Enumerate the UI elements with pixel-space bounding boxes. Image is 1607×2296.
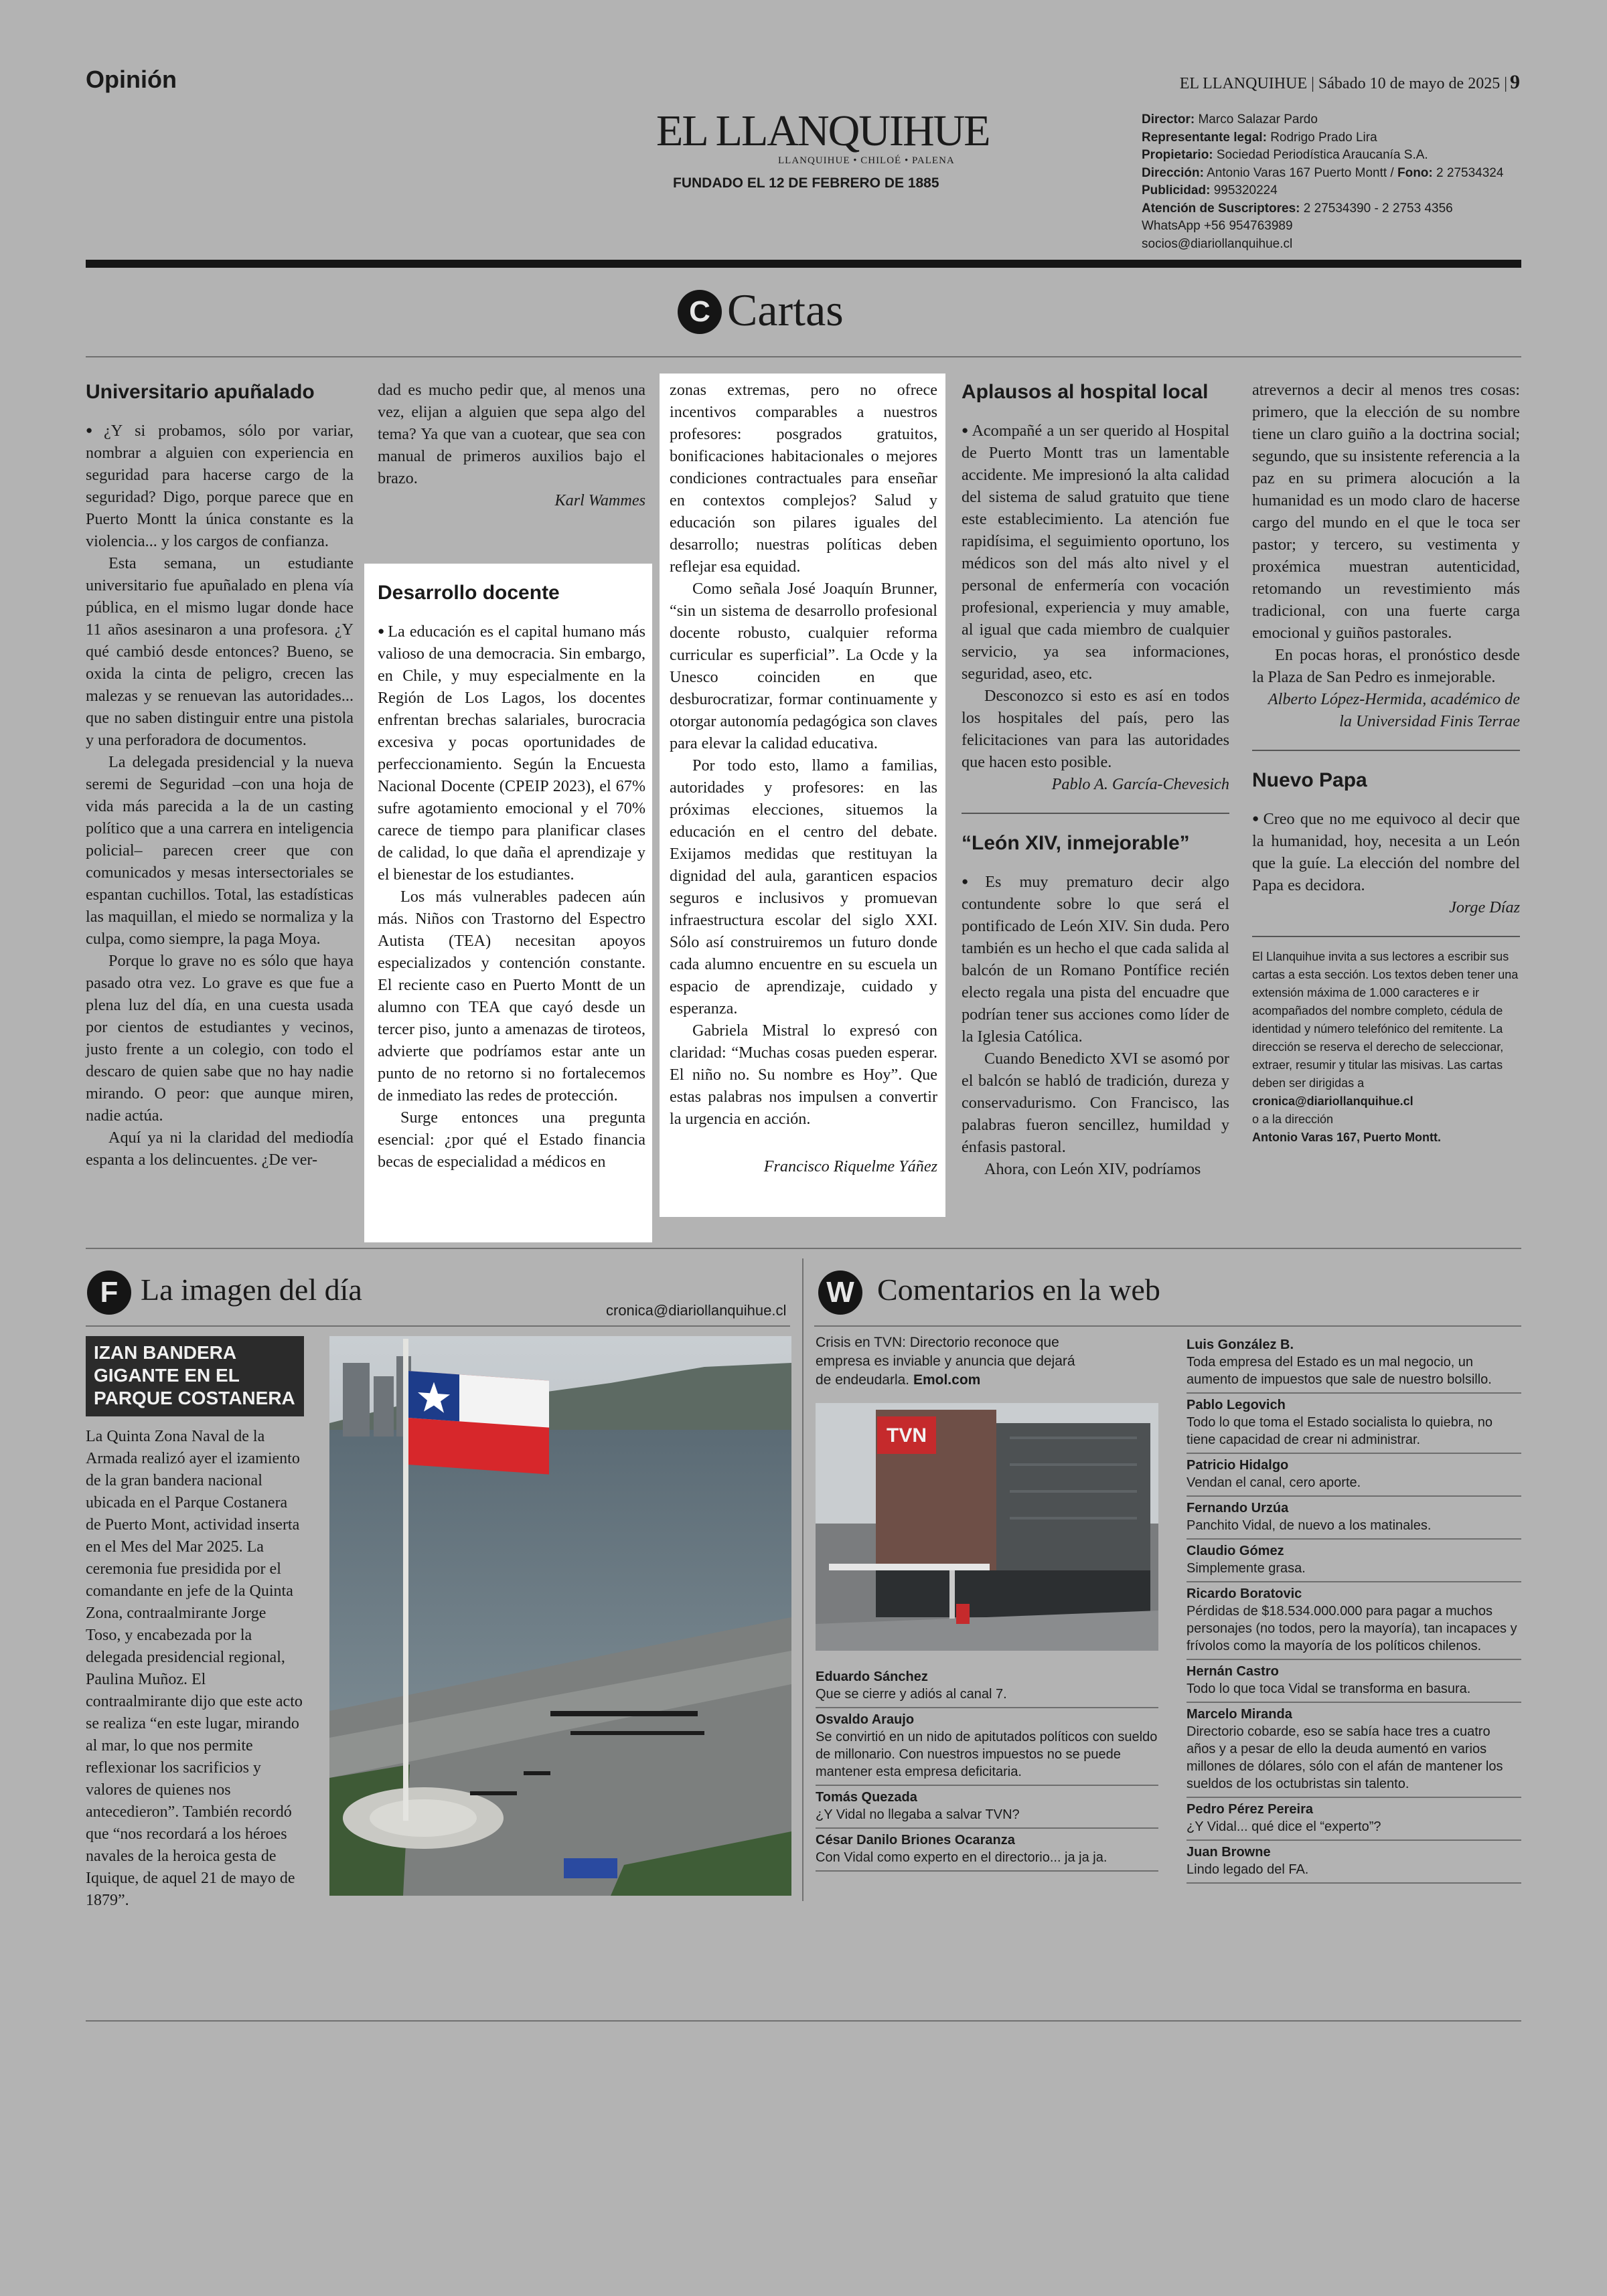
imagen-letter-icon: F — [87, 1270, 131, 1315]
invite-email[interactable]: cronica@diariollanquihue.cl — [1252, 1094, 1413, 1108]
letter-paragraph: ● Acompañé a un ser querido al Hospital de Puerto Montt tras un lamentable accidente. Me impresionó la alta calidad del sistema de salud gratuito que tiene este establecimiento. La atención fue rapidísima, el seguimiento oportuno, los médicos son del más alto nivel y el personal de enfermería con vocación profesional, experiencia y muy amable, al igual que cada miembro de cualquier servicio, ya sea informaciones, seguridad, aseo, etc. — [962, 419, 1229, 685]
web-rule — [814, 1325, 1521, 1327]
comment-text: Que se cierre y adiós al canal 7. — [816, 1687, 1007, 1702]
masthead-subtitle: LLANQUIHUE • CHILOÉ • PALENA — [778, 155, 955, 166]
comment-item — [1187, 1454, 1521, 1497]
news-caption-text: Crisis en TVN: Directorio reconoce que empresa es inviable y anuncia que dejará de endeudarla. — [816, 1335, 1075, 1388]
letter-paragraph: Esta semana, un estudiante universitario fue apuñalado en plena vía pública, en el mismo lugar donde hace 11 años asesinaron a una profesora. ¿Y qué cambió desde entonces? Bueno, se oxida la cinta de peligro, crecen las malezas y se renuevan las autoridades... que no saben distinguir entre una pistola y una perforadora de documentos. — [86, 554, 354, 749]
comment-item — [816, 1708, 1158, 1786]
letter-headline: Nuevo Papa — [1252, 769, 1367, 791]
comments-list-left — [816, 1665, 1158, 1872]
letter-divider — [1252, 936, 1520, 937]
letter-headline: “León XIV, inmejorable” — [962, 832, 1190, 854]
staff-director: Director: Marco Salazar Pardo — [1142, 112, 1318, 127]
comment-item — [1187, 1333, 1521, 1394]
letter-signature: Karl Wammes — [554, 491, 645, 509]
letter-universitario — [86, 379, 354, 1171]
comment-author: Patricio Hidalgo — [1187, 1458, 1289, 1473]
letter-headline: Desarrollo docente — [378, 582, 560, 604]
letter-paragraph: ● ¿Y si probamos, sólo por variar, nombrar a alguien con experiencia en seguridad para hacerse cargo de la seguridad? Digo, porque parece que en Puerto Montt la única constante es la violencia... y los cargos de confianza. — [86, 419, 354, 552]
letter-paragraph: zonas extremas, pero no ofrece incentivos comparables a nuestros profesores: posgrados gratuitos, bonificaciones habitacionales o mejores condiciones contractuales para enseñar en contextos complejos? Salud y educación son pilares iguales del desarrollo; nuestras políticas deben reflejar esa equidad. — [670, 381, 937, 576]
letter-leon-continued — [1252, 379, 1520, 1147]
invite-address: Antonio Varas 167, Puerto Montt. — [1252, 1131, 1442, 1144]
letter-paragraph: Porque lo grave no es sólo que haya pasado otra vez. Lo grave es que fue a plena luz del día, en una cuesta usada por cientos de estudiantes y vecinos, justo frente a un colegio, con todo el descaro de quien sabe que no hay nadie mirando. O peor: que aunque miren, nadie actúa. — [86, 952, 354, 1125]
letter-paragraph: Desconozco si esto es así en todos los hospitales del país, pero las felicitaciones van para las autoridades que hacen esto posible. — [962, 687, 1229, 771]
comment-author: Claudio Gómez — [1187, 1544, 1284, 1558]
comment-author: César Danilo Briones Ocaranza — [816, 1833, 1015, 1848]
page-bottom-rule — [86, 2020, 1521, 2022]
cartas-bottom-rule — [86, 1248, 1521, 1249]
photo-caption — [86, 1426, 304, 1912]
letter-paragraph: atrevernos a decir al menos tres cosas: primero, que la elección de su nombre tiene un claro guiño a la doctrina social; segundo, que su insistente referencia a la paz en su primera alocución a la humanidad es un modo claro de hacerse cargo del mundo en el que le toca ser pastor; y tercero, su vestimenta y proxémica muestran autenticidad, retomando un revestimiento más tradicional, con una fuerte carga emocional y guiños pastorales. — [1252, 381, 1520, 642]
letter-paragraph: Cuando Benedicto XVI se asomó por el balcón se habló de tradición, dureza y conservadurismo. Con Francisco, las palabras fueron sencillez, humildad y énfasis pastoral. — [962, 1050, 1229, 1156]
comment-item — [1187, 1703, 1521, 1798]
cartas-rule — [86, 356, 1521, 357]
staff-box — [1142, 111, 1543, 253]
letter-paragraph: Ahora, con León XIV, podríamos — [984, 1160, 1201, 1178]
header-rule — [86, 260, 1521, 268]
comment-author: Ricardo Boratovic — [1187, 1586, 1302, 1601]
imagen-email[interactable]: cronica@diariollanquihue.cl — [606, 1302, 787, 1319]
comment-item — [1187, 1540, 1521, 1582]
invite-text: El Llanquihue invita a sus lectores a escribir sus cartas a esta sección. Los textos deben tener una extensión máxima de 1.000 caracteres e ir acompañados del nombre completo, cédula de identidad y número telefónico del remitente. La dirección se reserva el derecho de seleccionar, extraer, resumir y titular las misivas. Las cartas deben ser dirigidas a — [1252, 950, 1519, 1090]
comment-text: Panchito Vidal, de nuevo a los matinales. — [1187, 1518, 1432, 1533]
letter-headline: Universitario apuñalado — [86, 381, 315, 403]
letter-paragraph: Como señala José Joaquín Brunner, “sin un sistema de desarrollo profesional docente robusto, cualquier reforma curricular es superficial”. La Ocde y la Unesco coinciden en que desburocratizar, formar continuamente y otorgar autonomía pedagógica son claves para elevar la calidad educativa. — [670, 580, 937, 752]
comment-text: Vendan el canal, cero aporte. — [1187, 1475, 1361, 1490]
staff-whatsapp: WhatsApp +56 954763989 — [1142, 219, 1293, 233]
comment-author: Tomás Quezada — [816, 1790, 917, 1805]
comment-author: Luis González B. — [1187, 1337, 1294, 1352]
masthead-founded: FUNDADO EL 12 DE FEBRERO DE 1885 — [673, 175, 939, 191]
imagen-title: La imagen del día — [141, 1273, 362, 1307]
comment-text: Se convirtió en un nido de apitutados políticos con sueldo de millonario. Con nuestros impuestos no se puede mantener esta empresa deficitaria. — [816, 1730, 1158, 1779]
invite-or: o a la dirección — [1252, 1113, 1334, 1126]
comment-text: Simplemente grasa. — [1187, 1561, 1306, 1576]
letters-invitation — [1252, 948, 1520, 1147]
letter-signature: Jorge Díaz — [1449, 898, 1520, 916]
comment-item — [1187, 1497, 1521, 1540]
comment-author: Eduardo Sánchez — [816, 1669, 928, 1684]
news-source[interactable]: Emol.com — [913, 1372, 981, 1388]
letter-divider — [1252, 750, 1520, 751]
comment-text: Todo lo que toma el Estado socialista lo quiebra, no tiene capacidad de crear ni administrar. — [1187, 1415, 1493, 1447]
staff-subscribers: Atención de Suscriptores: 2 27534390 - 2 2753 4356 — [1142, 201, 1453, 216]
staff-advertising: Publicidad: 995320224 — [1142, 183, 1278, 197]
letter-signature: Francisco Riquelme Yáñez — [763, 1157, 937, 1175]
letter-paragraph: ● Es muy prematuro decir algo contundente sobre lo que será el pontificado de León XIV. Sin duda. Pero también es un hecho el que cada salida al balcón de un Romano Pontífice recién electo regala una pista del encuadre que podrían tener sus acciones como líder de la Iglesia Católica. — [962, 870, 1229, 1048]
comment-text: Pérdidas de $18.534.000.000 para pagar a muchos personajes (no todos, pero la mayoría), tan incapaces y frívolos como la mayoría de los políticos chilenos. — [1187, 1604, 1517, 1653]
comment-text: ¿Y Vidal no llegaba a salvar TVN? — [816, 1807, 1020, 1822]
letter-desarrollo-docente-continued — [670, 379, 937, 1177]
letter-hospital — [962, 379, 1229, 1180]
comment-item — [1187, 1798, 1521, 1841]
web-letter-icon: W — [818, 1270, 862, 1315]
masthead-title: EL LLANQUIHUE — [656, 106, 990, 155]
staff-legal: Representante legal: Rodrigo Prado Lira — [1142, 130, 1377, 145]
imagen-rule — [86, 1325, 790, 1327]
letter-paragraph: Los más vulnerables padecen aún más. Niños con Trastorno del Espectro Autista (TEA) necesitan apoyos especializados y contención constante. El reciente caso en Puerto Montt de un alumno con TEA que cayó desde un tercer piso, junto a amenazas de tiroteos, advierte que podríamos estar ante un punto de no retorno si no fortalecemos de inmediato las redes de protección. — [378, 888, 645, 1104]
comment-author: Marcelo Miranda — [1187, 1707, 1292, 1722]
letter-universitario-continued — [378, 379, 645, 511]
comment-author: Pedro Pérez Pereira — [1187, 1802, 1313, 1817]
news-caption — [816, 1333, 1083, 1390]
web-title: Comentarios en la web — [877, 1273, 1160, 1307]
comment-author: Hernán Castro — [1187, 1664, 1279, 1679]
staff-owner: Propietario: Sociedad Periodística Araucanía S.A. — [1142, 148, 1428, 162]
date-text: EL LLANQUIHUE | Sábado 10 de mayo de 2025 | — [1179, 75, 1507, 92]
tvn-building-photo — [816, 1403, 1158, 1651]
section-label: Opinión — [86, 66, 177, 93]
letter-paragraph: Por todo esto, llamo a familias, autoridades y profesores: en las próximas elecciones, situemos la educación en el centro del debate. Exijamos medidas que restituyan la dignidad del aula, garanticen espacios seguros e inclusivos y promuevan infraestructura escolar del siglo XXI. Sólo así construiremos un futuro donde cada alumno encuentre en su escuela un espacio de aprendizaje, cuidado y esperanza. — [670, 756, 937, 1017]
staff-email[interactable]: socios@diariollanquihue.cl — [1142, 236, 1293, 251]
letter-headline: Aplausos al hospital local — [962, 381, 1209, 403]
letter-paragraph: ● La educación es el capital humano más valioso de una democracia. Sin embargo, en Chile, y muy especialmente en la Región de Los Lagos, los docentes enfrentan brechas salariales, burocracia excesiva y pocas oportunidades de perfeccionamiento. Según la Encuesta Nacional Docente (CPEIP 2023), el 67% sufre agotamiento emocional y el 70% carece de tiempo para planificar clases de calidad, lo que daña el aprendizaje y el bienestar de los estudiantes. — [378, 620, 645, 886]
letter-paragraph: dad es mucho pedir que, al menos una vez, elijan a alguien que sepa algo del tema? Ya que van a cuotear, que sea con manual de primeros auxilios bajo el brazo. — [378, 381, 645, 487]
cartas-letter-icon: C — [678, 290, 722, 334]
letter-paragraph: Surge entonces una pregunta esencial: ¿por qué el Estado financia becas de especialidad a médicos en — [378, 1109, 645, 1171]
comment-text: Lindo legado del FA. — [1187, 1862, 1309, 1877]
letter-paragraph: En pocas horas, el pronóstico desde la Plaza de San Pedro es inmejorable. — [1252, 646, 1520, 686]
comment-item — [1187, 1394, 1521, 1454]
letter-desarrollo-docente — [378, 580, 645, 1173]
letter-signature: Alberto López-Hermida, académico de la Universidad Finis Terrae — [1268, 690, 1520, 730]
letter-signature: Pablo A. García-Chevesich — [1051, 775, 1229, 793]
comment-item — [816, 1829, 1158, 1872]
section-divider — [802, 1258, 804, 1901]
letter-paragraph: La delegada presidencial y la nueva seremi de Seguridad –con una hoja de vida más parecida a la de un casting político que a una carrera en inteligencia policial– parecen creer que con comunicados y mesas intersectoriales se espantan cuchillos. Total, las estadísticas las maquillan, el miedo se normaliza y la culpa, como siempre, la paga Moya. — [86, 753, 354, 948]
date-line — [1180, 71, 1520, 94]
comment-text: Toda empresa del Estado es un mal negocio, un aumento de impuestos que sale de nuestro bolsillo. — [1187, 1355, 1492, 1387]
photo-caption-text: La Quinta Zona Naval de la Armada realizó ayer el izamiento de la gran bandera nacional ubicada en el Parque Costanera de Puerto Mont, actividad inserta en el Mes del Mar 2025. La ceremonia fue presidida por el comandante en jefe de la Quinta Zona, contraalmirante Jorge Toso, y encabezada por la delegada presidencial regional, Paulina Muñoz. El contraalmirante dijo que este acto se realiza “en este lugar, mirando al mar, lo que nos permite reflexionar los sacrificios y valores de quienes nos antecedieron”. También recordó que “nos recordará a los héroes navales de la heroica gesta de Iquique, de aquel 21 de mayo de 1879”. — [86, 1428, 303, 1909]
letter-paragraph: Gabriela Mistral lo expresó con claridad: “Muchas cosas pueden esperar. El niño no. Su nombre es Hoy”. Que estas palabras nos impulsen a convertir la urgencia en acción. — [670, 1021, 937, 1128]
comment-author: Juan Browne — [1187, 1845, 1271, 1860]
comment-text: Todo lo que toca Vidal se transforma en basura. — [1187, 1682, 1471, 1696]
comment-author: Fernando Urzúa — [1187, 1501, 1289, 1515]
comment-text: Con Vidal como experto en el directorio... ja ja ja. — [816, 1850, 1107, 1865]
tvn-logo: TVN — [887, 1424, 927, 1447]
page-number: 9 — [1510, 71, 1520, 93]
comment-item — [1187, 1841, 1521, 1884]
letter-paragraph: ● Creo que no me equivoco al decir que la humanidad, hoy, necesita a un León que la guíe. La elección del nombre del Papa es decidora. — [1252, 807, 1520, 896]
comments-list-right — [1187, 1333, 1521, 1884]
staff-address: Dirección: Antonio Varas 167 Puerto Montt / Fono: 2 27534324 — [1142, 165, 1504, 180]
cartas-title: Cartas — [727, 284, 844, 335]
comment-item — [1187, 1582, 1521, 1660]
comment-author: Pablo Legovich — [1187, 1398, 1286, 1412]
letter-divider — [962, 813, 1229, 814]
comment-item — [816, 1665, 1158, 1708]
comment-text: Directorio cobarde, eso se sabía hace tres a cuatro años y a pesar de ello la deuda aumentó en varios millones de dólares, sólo con el afán de mantener los sueldos de los octubristas sin talento. — [1187, 1724, 1503, 1791]
letter-paragraph: Aquí ya ni la claridad del mediodía espanta a los delincuentes. ¿De ver- — [86, 1129, 354, 1169]
photo-label: IZAN BANDERA GIGANTE EN EL PARQUE COSTANERA — [86, 1336, 304, 1416]
comment-author: Osvaldo Araujo — [816, 1712, 915, 1727]
flag-photo — [329, 1336, 791, 1896]
comment-item — [816, 1786, 1158, 1829]
comment-text: ¿Y Vidal... qué dice el “experto”? — [1187, 1819, 1381, 1834]
comment-item — [1187, 1660, 1521, 1703]
